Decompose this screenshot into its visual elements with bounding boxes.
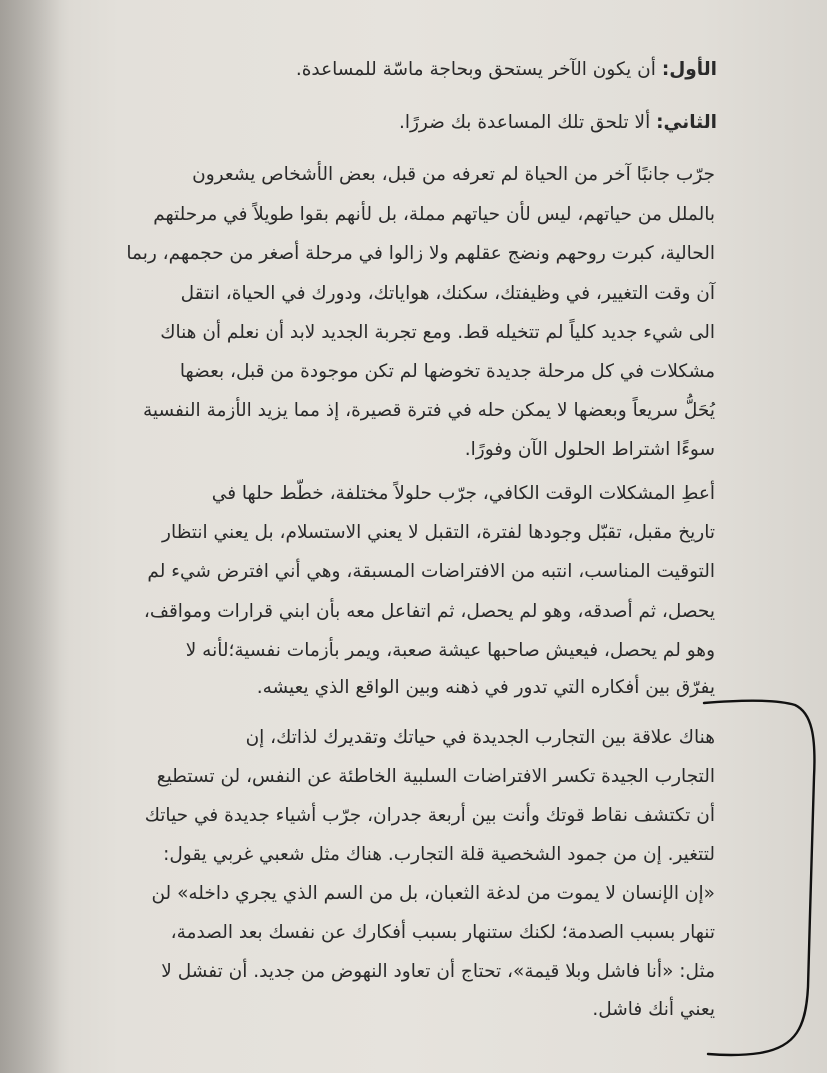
paragraph-3-line: أن تكتشف نقاط قوتك وأنت بين أربعة جدران، جرّب أشياء جديدة في حياتك — [144, 805, 715, 826]
paragraph-1-line: سوءًا اشتراط الحلول الآن وفورًا. — [464, 439, 715, 460]
criterion-first-text: أن يكون الآخر يستحق وبحاجة ماسّة للمساعدة. — [295, 59, 656, 80]
paragraph-3-line: «إن الإنسان لا يموت من لدغة الثعبان، بل من السم الذي يجري داخله» لن — [151, 883, 715, 904]
paragraph-2-line: أعطِ المشكلات الوقت الكافي، جرّب حلولاً مختلفة، خطّط حلها في — [211, 483, 715, 504]
paragraph-2-line: وهو لم يحصل، فيعيش صاحبها عيشة صعبة، ويمر بأزمات نفسية؛لأنه لا — [185, 640, 715, 661]
paragraph-1-line: يُحَلُّ سريعاً وبعضها لا يمكن حله في فترة قصيرة، إذ مما يزيد الأزمة النفسية — [142, 400, 715, 421]
paragraph-1-line: مشكلات في كل مرحلة جديدة تخوضها لم تكن موجودة من قبل، بعضها — [179, 361, 715, 382]
paragraph-3-line: لتتغير. إن من جمود الشخصية قلة التجارب. هناك مثل شعبي غربي يقول: — [163, 844, 715, 865]
criterion-second-label: الثاني: — [656, 112, 717, 133]
criterion-first — [296, 55, 717, 85]
paragraph-1-line: جرّب جانبًا آخر من الحياة لم تعرفه من قبل، بعض الأشخاص يشعرون — [192, 164, 715, 185]
paragraph-3-line: يعني أنك فاشل. — [592, 999, 715, 1020]
paragraph-1-line: الحالية، كبرت روحهم ونضج عقلهم ولا زالوا في مرحلة أصغر من حجمهم، ربما — [126, 243, 715, 264]
paragraph-1-line: بالملل من حياتهم، ليس لأن حياتهم مملة، بل لأنهم بقوا طويلاً في مرحلتهم — [153, 204, 715, 225]
paragraph-2-line: يحصل، ثم أصدقه، وهو لم يحصل، ثم اتفاعل معه بأن ابني قرارات ومواقف، — [143, 601, 715, 622]
paragraph-3-line: هناك علاقة بين التجارب الجديدة في حياتك وتقديرك لذاتك، إن — [245, 727, 715, 748]
pen-bracket-mark — [700, 697, 827, 1062]
paragraph-1-line: الى شيء جديد كلياً لم تتخيله قط. ومع تجربة الجديد لابد أن نعلم أن هناك — [160, 322, 715, 343]
paragraph-2-line: يفرّق بين أفكاره التي تدور في ذهنه وبين الواقع الذي يعيشه. — [256, 677, 715, 698]
paragraph-2-line: التوقيت المناسب، انتبه من الافتراضات المسبقة، وهي أني افترض شيء لم — [147, 561, 715, 582]
paragraph-3-line: التجارب الجيدة تكسر الافتراضات السلبية الخاطئة عن النفس، لن تستطيع — [156, 766, 715, 787]
criterion-first-label: الأول: — [661, 59, 717, 80]
paragraph-2-line: تاريخ مقبل، تقبّل وجودها لفترة، التقبل لا يعني الاستسلام، بل يعني انتظار — [162, 522, 715, 543]
paragraph-1-line: آن وقت التغيير، في وظيفتك، سكنك، هواياتك، ودورك في الحياة، انتقل — [180, 283, 715, 304]
paragraph-3-line: تنهار بسبب الصدمة؛ لكنك ستنهار بسبب أفكارك عن نفسك بعد الصدمة، — [170, 922, 715, 943]
criterion-second-text: ألا تلحق تلك المساعدة بك ضررًا. — [398, 112, 651, 133]
criterion-second — [399, 108, 717, 138]
paragraph-3-line: مثل: «أنا فاشل وبلا قيمة»، تحتاج أن تعاود النهوض من جديد. أن تفشل لا — [161, 961, 715, 982]
